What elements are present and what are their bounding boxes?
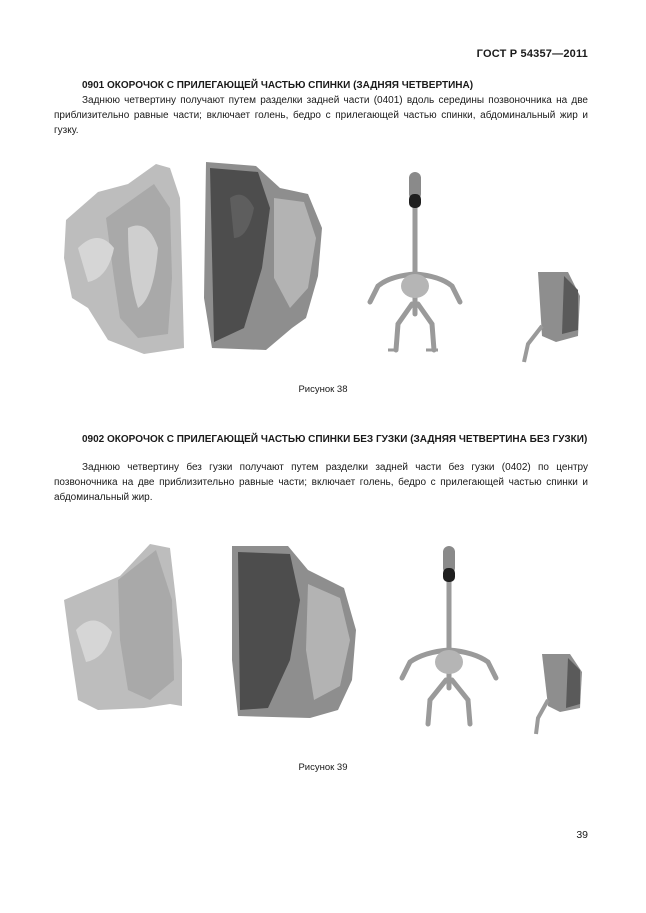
section-0902-body: Заднюю четвертину без гузки получают путем разделки задней части без гузки (0402) по центру позвоночника на две приблизительно равные части; включает голень, бедро с прилегающей частью спинки и абдоминальный жир. [54,462,588,503]
quarter-outer-view-image [58,540,188,736]
quarter-outer-view-image [58,158,188,358]
cut-location-marker-image [518,266,588,366]
page-number: 39 [576,829,588,841]
skeleton-diagram [360,164,470,364]
cut-location-marker-image [530,648,590,738]
quarter-inner-view-image [228,540,360,724]
quarter-inner-view-image [200,158,325,354]
section-0901-title: 0901 ОКОРОЧОК С ПРИЛЕГАЮЩЕЙ ЧАСТЬЮ СПИНКИ (ЗАДНЯЯ ЧЕТВЕРТИНА) [82,80,474,91]
standard-header: ГОСТ Р 54357—2011 [476,48,588,60]
figure-38-caption: Рисунок 38 [298,384,348,395]
figure-39-caption: Рисунок 39 [298,762,348,773]
skeleton-diagram [394,538,504,738]
section-0901-body: Заднюю четвертину получают путем разделки задней части (0401) вдоль середины позвоночника на две приблизительно равные части; включает голень, бедро с прилегающей частью спинки, абдоминальный жир и гузку. [54,95,588,136]
figure-39 [0,528,646,748]
section-0902-title: 0902 ОКОРОЧОК С ПРИЛЕГАЮЩЕЙ ЧАСТЬЮ СПИНКИ БЕЗ ГУЗКИ (ЗАДНЯЯ ЧЕТВЕРТИНА БЕЗ ГУЗКИ) [82,434,588,445]
figure-38 [0,150,646,370]
